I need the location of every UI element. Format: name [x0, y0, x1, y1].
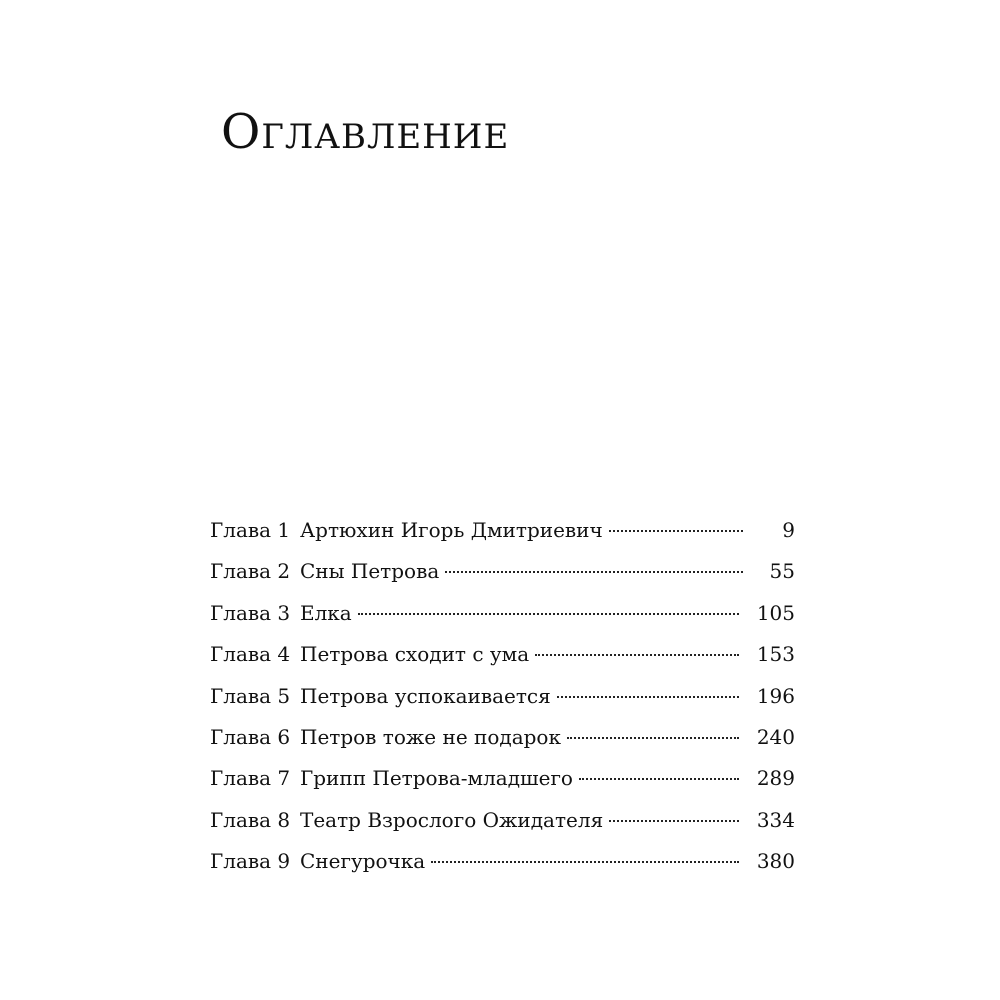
dot-leader — [609, 529, 743, 532]
table-of-contents-list — [210, 510, 795, 883]
toc-entry — [210, 551, 795, 592]
page-number: 196 — [756, 683, 795, 708]
chapter-label: Глава 1 — [210, 518, 291, 542]
dot-leader — [609, 819, 739, 822]
chapter-title: Снегурочка — [300, 849, 426, 874]
page-number: 380 — [756, 849, 795, 874]
toc-entry — [210, 717, 795, 758]
dot-leader — [579, 777, 739, 780]
chapter-label: Глава 2 — [210, 559, 291, 584]
dot-leader — [358, 612, 739, 615]
chapter-label: Глава 6 — [210, 724, 291, 749]
chapter-title: Грипп Петрова-младшего — [300, 766, 573, 791]
chapter-title: Елка — [300, 600, 352, 625]
chapter-label: Глава 7 — [210, 766, 291, 791]
dot-leader — [431, 860, 739, 863]
page-number: 9 — [782, 518, 795, 542]
chapter-label: Глава 5 — [210, 683, 291, 708]
page-number: 55 — [769, 559, 795, 584]
toc-entry — [210, 758, 795, 799]
page-number: 289 — [756, 766, 795, 791]
toc-entry — [210, 841, 795, 882]
page-number: 334 — [756, 807, 795, 832]
toc-entry — [210, 800, 795, 841]
chapter-title: Сны Петрова — [300, 559, 440, 584]
chapter-title: Артюхин Игорь Дмитриевич — [300, 518, 603, 542]
toc-entry — [210, 593, 795, 634]
chapter-title: Петров тоже не подарок — [300, 724, 561, 749]
dot-leader — [557, 695, 739, 698]
page-number: 153 — [756, 642, 795, 667]
chapter-title: Петрова успокаивается — [300, 683, 551, 708]
toc-entry — [210, 676, 795, 717]
chapter-title: Петрова сходит с ума — [300, 642, 530, 667]
page-number: 105 — [756, 600, 795, 625]
dot-leader — [445, 570, 743, 573]
chapter-title: Театр Взрослого Ожидателя — [300, 807, 604, 832]
dot-leader — [567, 736, 739, 739]
dot-leader — [535, 653, 739, 656]
chapter-label: Глава 8 — [210, 807, 291, 832]
table-of-contents-title: Оглавление — [221, 104, 510, 160]
chapter-label: Глава 3 — [210, 600, 291, 625]
chapter-label: Глава 4 — [210, 642, 291, 667]
toc-entry — [210, 510, 795, 551]
page-number: 240 — [756, 724, 795, 749]
toc-entry — [210, 634, 795, 675]
chapter-label: Глава 9 — [210, 849, 291, 874]
